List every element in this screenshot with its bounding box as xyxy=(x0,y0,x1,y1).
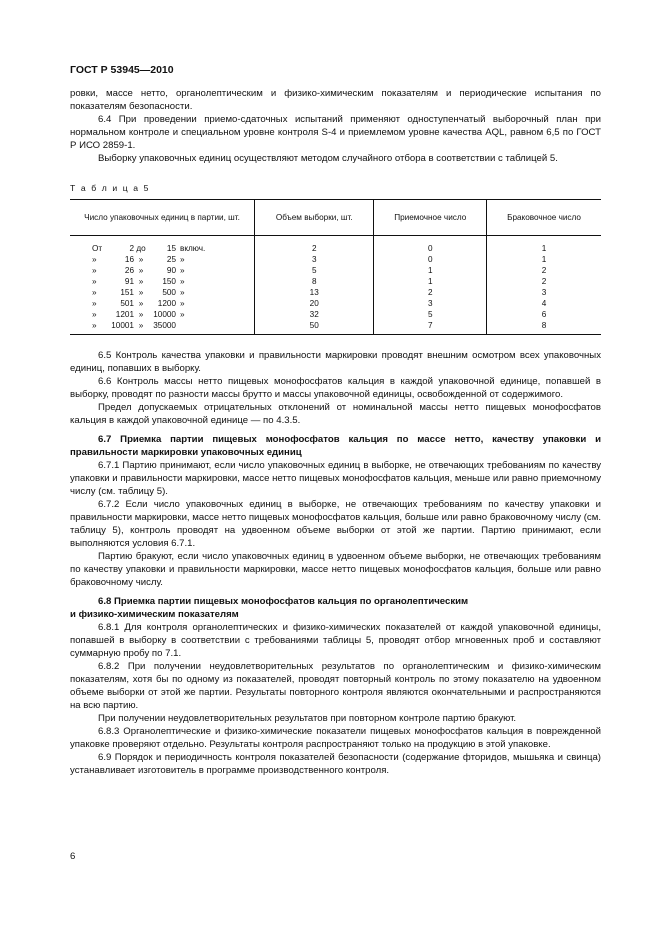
heading-6-8 xyxy=(70,595,601,621)
cell-lot-range xyxy=(70,309,255,320)
paragraph-6-9: 6.9 Порядок и периодичность контроля показателей безопасности (содержание фторидов, мышьяка и свинца) устанавливает изготовитель в программе производственного контроля. xyxy=(70,752,601,776)
paragraph-6-4: 6.4 При проведении приемо-сдаточных испытаний применяют одноступенчатый выборочный план при нормальном контроле и специальном уровне контроля S-4 и приемлемом уровне качества AQL, равном 6,5 по ГОСТ Р ИСО 2859-1. xyxy=(70,114,601,151)
col-header-sample-size: Объем выборки, шт. xyxy=(255,200,374,236)
cell-lot-range xyxy=(70,276,255,287)
paragraph-6-8-3: 6.8.3 Органолептические и физико-химические показатели пищевых монофосфатов кальция в поврежденной упаковке проверяют отдельно. Результаты контроля распространяют только на продукцию в этой упаковке. xyxy=(70,726,601,750)
cell-sample-size: 8 xyxy=(255,276,374,287)
range-to: 500 xyxy=(162,288,176,297)
range-prefix: » xyxy=(92,277,97,286)
table-row xyxy=(70,276,601,287)
paragraph-continued: ровки, массе нетто, органолептическим и физико-химическим показателям и периодические испытания по показателям безопасности. xyxy=(70,88,601,112)
cell-sample-size: 5 xyxy=(255,265,374,276)
paragraph-reject-lot: Партию бракуют, если число упаковочных единиц в удвоенном объеме выборки, не отвечающих требованиям по качеству упаковки и правильности маркировки, массе нетто пищевых монофосфатов кальция, больше или равно браковочному числу. xyxy=(70,551,601,588)
paragraph-6-6: 6.6 Контроль массы нетто пищевых монофосфатов кальция в каждой упаковочной единице, попавшей в выборку, проводят по разности массы брутто и массы упаковочной единицы, освобожденной от содержимого. xyxy=(70,376,601,400)
cell-sample-size: 50 xyxy=(255,320,374,335)
paragraph-sampling: Выборку упаковочных единиц осуществляют методом случайного отбора в соответствии с таблицей 5. xyxy=(98,153,558,164)
range-to: 35000 xyxy=(153,321,176,330)
range-suffix: » xyxy=(180,288,185,297)
range-suffix: » xyxy=(180,277,185,286)
paragraph-tolerance: Предел допускаемых отрицательных отклонений от номинальной массы нетто пищевых монофосфатов кальция в каждой упаковочной единице — по 4.3.5. xyxy=(70,402,601,426)
page-number: 6 xyxy=(70,851,76,862)
paragraph-6-8-2: 6.8.2 При получении неудовлетворительных результатов по органолептическим и физико-химическим показателям, хотя бы по одному из показателей, проводят повторный контроль по этому показателю на удвоенном объеме выборки от этой же партии. Результаты повторного контроля являются окончательными и распространяются на всю партию. xyxy=(70,661,601,711)
cell-lot-range xyxy=(70,254,255,265)
cell-lot-range xyxy=(70,298,255,309)
paragraph-6-7-2: 6.7.2 Если число упаковочных единиц в выборке, не отвечающих требованиям по качеству упаковки и правильности маркировки, массе нетто пищевых монофосфатов кальция, больше или равно браковочному числу (см. таблицу 5), контроль проводят на удвоенном объеме выборки от этой же партии. Партию принимают, если выполняются условия 6.7.1. xyxy=(70,499,601,549)
cell-reject-number: 3 xyxy=(487,287,601,298)
cell-lot-range xyxy=(70,265,255,276)
range-to: 1200 xyxy=(157,299,176,308)
range-suffix: » xyxy=(180,299,185,308)
cell-reject-number: 2 xyxy=(487,276,601,287)
range-suffix: включ. xyxy=(180,244,206,253)
cell-sample-size: 2 xyxy=(255,236,374,255)
range-prefix: » xyxy=(92,255,97,264)
table-caption: Т а б л и ц а 5 xyxy=(70,183,150,193)
table-row xyxy=(70,236,601,255)
range-to: 25 xyxy=(166,255,176,264)
cell-accept-number: 2 xyxy=(374,287,487,298)
table-5 xyxy=(70,199,601,335)
range-to-word: до xyxy=(136,244,146,253)
heading-6-8-line2: и физико-химическим показателям xyxy=(70,609,239,620)
range-prefix: » xyxy=(92,310,97,319)
range-to-word: » xyxy=(138,255,144,264)
table-row xyxy=(70,254,601,265)
heading-6-8-line1: 6.8 Приемка партии пищевых монофосфатов кальция по органолептическим xyxy=(98,596,469,607)
range-from: 2 xyxy=(129,244,134,253)
range-to: 150 xyxy=(162,277,176,286)
paragraph-6-8-1: 6.8.1 Для контроля органолептических и физико-химических показателей от каждой упаковочной единицы, попавшей в выборку в соответствии с требованиями таблицы 5, проводят отбор мгновенных проб и составляют суммарную пробу по 7.1. xyxy=(70,622,601,659)
paragraph-repeat-reject: При получении неудовлетворительных результатов при повторном контроле партию бракуют. xyxy=(98,713,517,724)
range-from: 151 xyxy=(120,288,134,297)
range-to-word: » xyxy=(138,310,144,319)
table-header-row xyxy=(70,200,601,236)
cell-reject-number: 4 xyxy=(487,298,601,309)
cell-reject-number: 1 xyxy=(487,236,601,255)
range-prefix: » xyxy=(92,321,97,330)
range-to: 10000 xyxy=(153,310,176,319)
cell-lot-range xyxy=(70,236,255,255)
cell-reject-number: 2 xyxy=(487,265,601,276)
table-row xyxy=(70,309,601,320)
range-to: 90 xyxy=(166,266,176,275)
range-to-word: » xyxy=(138,266,144,275)
range-from: 16 xyxy=(124,255,134,264)
table-row xyxy=(70,265,601,276)
cell-sample-size: 20 xyxy=(255,298,374,309)
paragraph-6-5: 6.5 Контроль качества упаковки и правильности маркировки проводят внешним осмотром всех упаковочных единиц, попавших в выборку. xyxy=(70,350,601,374)
range-suffix: » xyxy=(180,266,185,275)
cell-accept-number: 5 xyxy=(374,309,487,320)
paragraph-6-7-1: 6.7.1 Партию принимают, если число упаковочных единиц в выборке, не отвечающих требованиям по качеству упаковки и правильности маркировки, массе нетто пищевых монофосфатов кальция, меньше или равно приемочному числу (см. таблицу 5). xyxy=(70,460,601,497)
cell-sample-size: 32 xyxy=(255,309,374,320)
cell-reject-number: 1 xyxy=(487,254,601,265)
range-to-word: » xyxy=(138,288,144,297)
col-header-reject-number: Браковочное число xyxy=(487,200,601,236)
document-page xyxy=(70,64,601,777)
range-from: 10001 xyxy=(111,321,134,330)
range-prefix: » xyxy=(92,288,97,297)
range-prefix: » xyxy=(92,266,97,275)
range-to-word: » xyxy=(138,277,144,286)
cell-sample-size: 3 xyxy=(255,254,374,265)
col-header-lot-size: Число упаковочных единиц в партии, шт. xyxy=(70,200,255,236)
cell-reject-number: 8 xyxy=(487,320,601,335)
cell-sample-size: 13 xyxy=(255,287,374,298)
cell-accept-number: 3 xyxy=(374,298,487,309)
heading-6-7: 6.7 Приемка партии пищевых монофосфатов кальция по массе нетто, качеству упаковки и правильности маркировки упаковочных единиц xyxy=(70,434,601,458)
range-from: 1201 xyxy=(115,310,134,319)
table-row xyxy=(70,298,601,309)
table-row xyxy=(70,287,601,298)
document-header: ГОСТ Р 53945—2010 xyxy=(70,64,174,76)
cell-accept-number: 0 xyxy=(374,254,487,265)
table-body xyxy=(70,236,601,335)
range-suffix: » xyxy=(180,310,185,319)
cell-accept-number: 1 xyxy=(374,265,487,276)
cell-accept-number: 0 xyxy=(374,236,487,255)
range-to-word: » xyxy=(138,321,144,330)
range-to: 15 xyxy=(166,244,176,253)
cell-reject-number: 6 xyxy=(487,309,601,320)
table-row xyxy=(70,320,601,335)
cell-lot-range xyxy=(70,287,255,298)
range-from: 501 xyxy=(120,299,134,308)
range-from: 26 xyxy=(124,266,134,275)
cell-accept-number: 7 xyxy=(374,320,487,335)
range-suffix: » xyxy=(180,255,185,264)
cell-lot-range xyxy=(70,320,255,335)
range-prefix: » xyxy=(92,299,97,308)
cell-accept-number: 1 xyxy=(374,276,487,287)
range-prefix: От xyxy=(92,244,103,253)
range-from: 91 xyxy=(124,277,134,286)
range-to-word: » xyxy=(138,299,144,308)
col-header-accept-number: Приемочное число xyxy=(374,200,487,236)
